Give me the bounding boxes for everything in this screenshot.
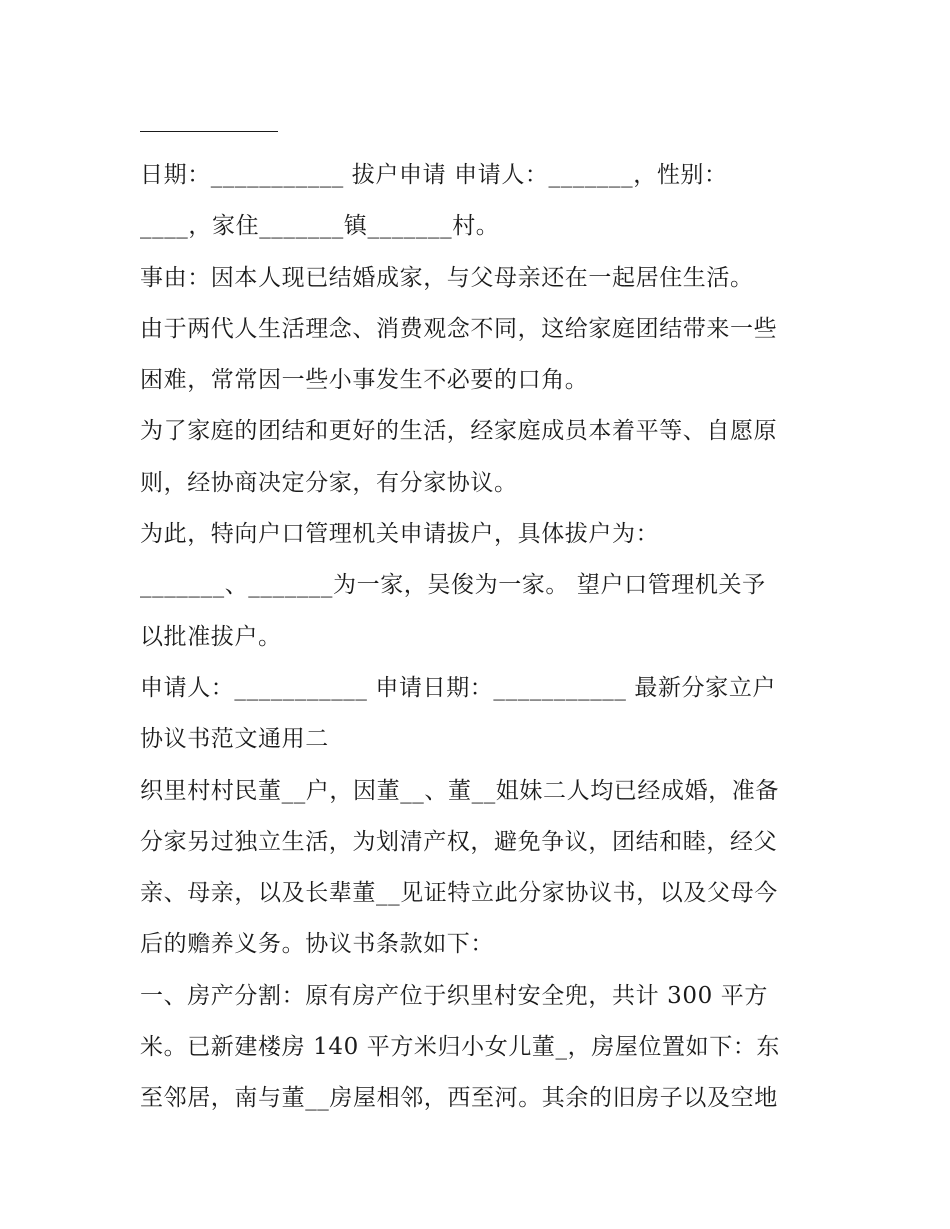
text-line: 为了家庭的团结和更好的生活，经家庭成员本着平等、自愿原 bbox=[140, 418, 778, 445]
text-line: 困难，常常因一些小事发生不必要的口角。 bbox=[140, 367, 589, 394]
text-line: 由于两代人生活理念、消费观念不同，这给家庭团结带来一些 bbox=[140, 315, 778, 342]
text-line: _______、_______为一家，吴俊为一家。 望户口管理机关予 bbox=[140, 572, 766, 599]
text-line: 织里村村民董__户，因董__、董__姐妹二人均已经成婚，准备 bbox=[140, 777, 779, 804]
text-line: 米。已新建楼房 140 平方米归小女儿董_，房屋位置如下：东 bbox=[140, 1034, 781, 1061]
text-line: 一、房产分割：原有房产位于织里村安全兜，共计 300 平方 bbox=[140, 982, 768, 1009]
text-line: 后的赡养义务。协议书条款如下： bbox=[140, 931, 494, 958]
text-line: 事由：因本人现已结婚成家，与父母亲还在一起居住生活。 bbox=[140, 264, 754, 291]
text-line: 亲、母亲，以及长辈董__见证特立此分家协议书，以及父母今 bbox=[140, 880, 778, 907]
text-line: 分家另过独立生活，为划清产权，避免争议，团结和睦，经父 bbox=[140, 828, 778, 855]
section-heading: 协议书范文通用二 bbox=[140, 726, 329, 753]
text-line: ____，家住_______镇_______村。 bbox=[140, 213, 500, 240]
text-line: 为此，特向户口管理机关申请拔户，具体拔户为： bbox=[140, 521, 660, 548]
text-line: 日期：___________ 拔户申请 申请人：_______，性别： bbox=[140, 162, 728, 188]
top-blank-line bbox=[140, 131, 278, 132]
document-body bbox=[140, 150, 820, 1125]
text-line: 则，经协商决定分家，有分家协议。 bbox=[140, 469, 518, 496]
text-line: 至邻居，南与董__房屋相邻，西至河。其余的旧房子以及空地 bbox=[140, 1085, 778, 1112]
text-line: 申请人：___________ 申请日期：___________ 最新分家立户 bbox=[140, 674, 777, 701]
text-line: 以批准拔户。 bbox=[140, 623, 282, 650]
